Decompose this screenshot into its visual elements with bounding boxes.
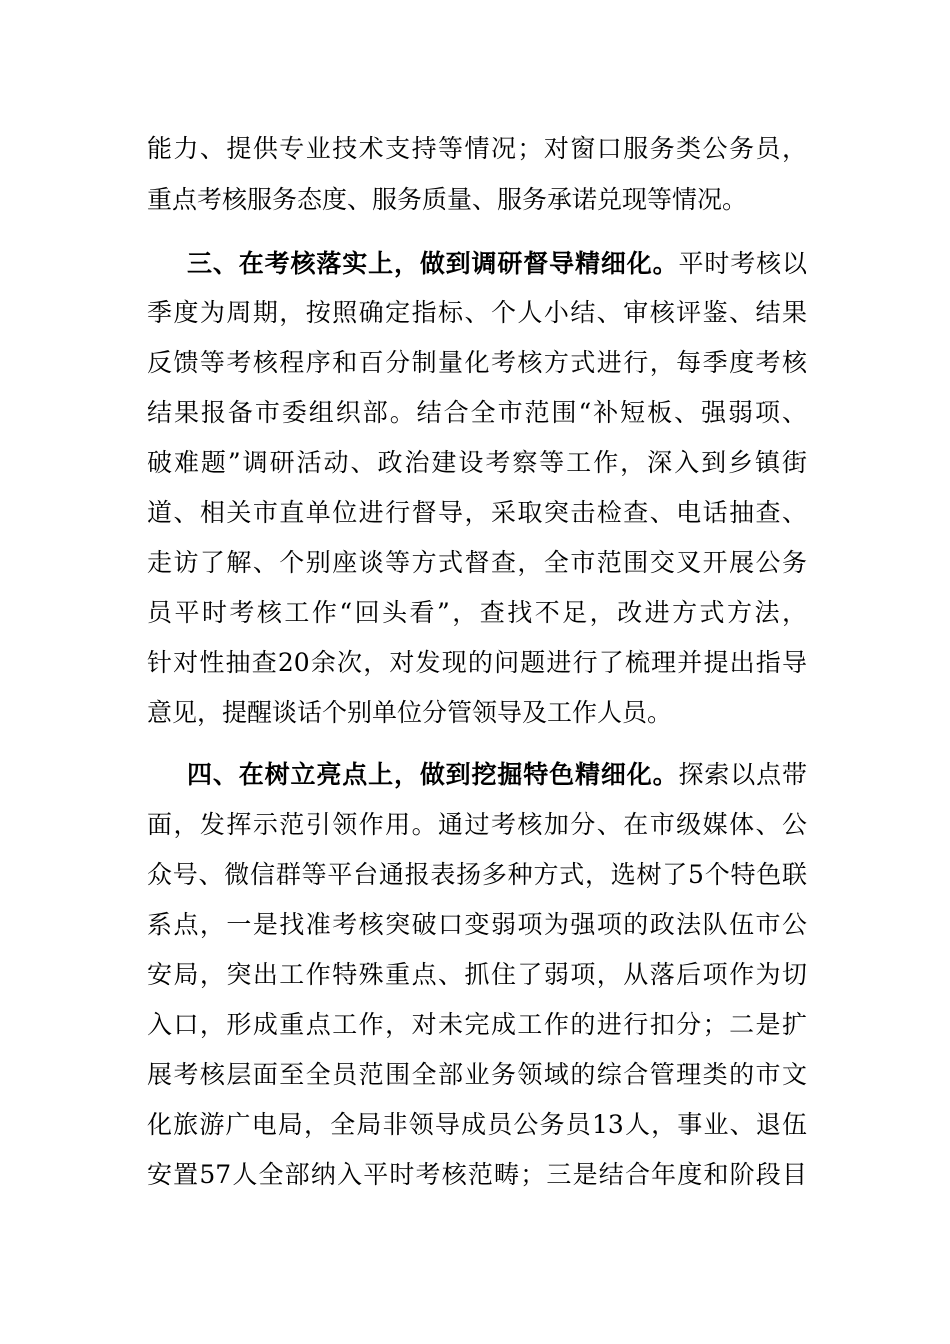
paragraph-line: 面，发挥示范引领作用。通过考核加分、在市级媒体、公 xyxy=(147,810,807,839)
paragraph-line: 结果报备市委组织部。结合全市范围“补短板、强弱项、 xyxy=(147,398,807,427)
paragraph-line: 走访了解、个别座谈等方式督查，全市范围交叉开展公务 xyxy=(147,548,807,577)
paragraph-line: 针对性抽查20余次，对发现的问题进行了梳理并提出指导 xyxy=(147,648,807,677)
paragraph-line: 季度为周期，按照确定指标、个人小结、审核评鉴、结果 xyxy=(147,298,807,327)
paragraph-line: 意见，提醒谈话个别单位分管领导及工作人员。 xyxy=(147,698,673,727)
paragraph-line: 入口，形成重点工作，对未完成工作的进行扣分；二是扩 xyxy=(147,1010,807,1039)
section-heading-line xyxy=(187,239,807,289)
paragraph-text: 探索以点带 xyxy=(678,760,807,789)
paragraph-line: 重点考核服务态度、服务质量、服务承诺兑现等情况。 xyxy=(147,185,748,214)
paragraph-line: 破难题”调研活动、政治建设考察等工作，深入到乡镇街 xyxy=(147,448,807,477)
paragraph-line: 众号、微信群等平台通报表扬多种方式，选树了5个特色联 xyxy=(147,860,807,889)
paragraph-line: 系点，一是找准考核突破口变弱项为强项的政法队伍市公 xyxy=(147,910,807,939)
section-heading-line xyxy=(187,750,807,800)
paragraph-line: 员平时考核工作“回头看”，查找不足，改进方式方法， xyxy=(147,598,807,627)
paragraph-text: 平时考核以 xyxy=(678,249,807,278)
paragraph-line: 道、相关市直单位进行督导，采取突击检查、电话抽查、 xyxy=(147,498,807,527)
paragraph-line: 能力、提供专业技术支持等情况；对窗口服务类公务员， xyxy=(147,134,807,163)
paragraph-line: 化旅游广电局，全局非领导成员公务员13人，事业、退伍 xyxy=(147,1110,807,1139)
paragraph-line: 展考核层面至全员范围全部业务领域的综合管理类的市文 xyxy=(147,1060,807,1089)
paragraph-line: 安置57人全部纳入平时考核范畴；三是结合年度和阶段目 xyxy=(147,1160,807,1189)
paragraph-line: 反馈等考核程序和百分制量化考核方式进行，每季度考核 xyxy=(147,348,807,377)
section-heading: 三、在考核落实上，做到调研督导精细化。 xyxy=(187,249,679,278)
section-heading: 四、在树立亮点上，做到挖掘特色精细化。 xyxy=(187,760,679,789)
paragraph-line: 安局，突出工作特殊重点、抓住了弱项，从落后项作为切 xyxy=(147,960,807,989)
